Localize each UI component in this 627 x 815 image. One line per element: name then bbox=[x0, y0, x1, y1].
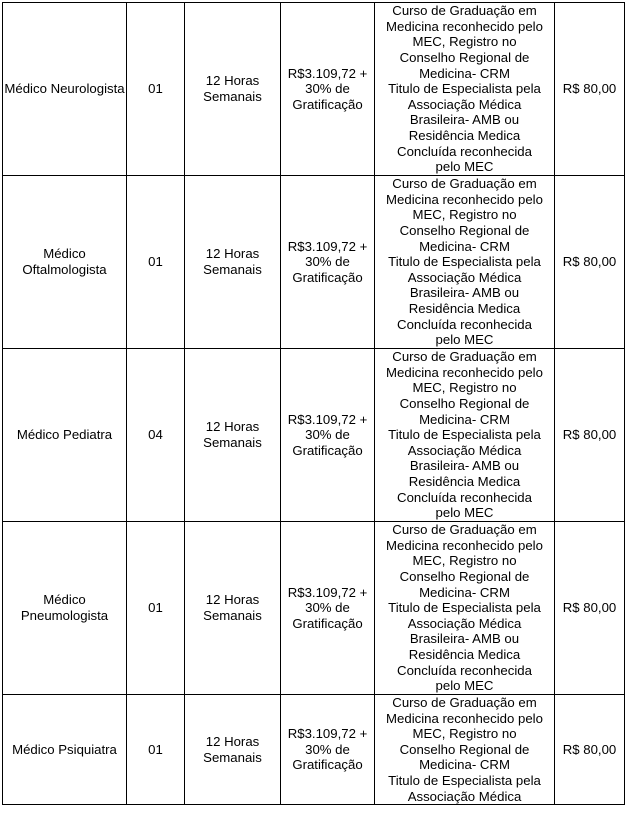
requisitos-line: Titulo de Especialista pela bbox=[388, 81, 541, 97]
table-row bbox=[3, 176, 625, 349]
taxa-inscricao-cell: R$ 80,00 bbox=[555, 3, 625, 176]
requisitos-line: Medicina- CRM bbox=[419, 584, 510, 600]
requisitos-cell bbox=[375, 522, 555, 695]
requisitos-line: pelo MEC bbox=[435, 159, 494, 175]
vencimento-cell: R$3.109,72 + 30% de Gratificação bbox=[281, 349, 375, 522]
requisitos-line: Concluída reconhecida bbox=[397, 143, 532, 159]
taxa-inscricao-cell: R$ 80,00 bbox=[555, 349, 625, 522]
carga-horaria-cell: 12 Horas Semanais bbox=[185, 176, 281, 349]
vencimento-cell: R$3.109,72 + 30% de Gratificação bbox=[281, 695, 375, 805]
requisitos-line: MEC, Registro no bbox=[412, 207, 517, 223]
vagas-cell: 04 bbox=[127, 349, 185, 522]
vagas-cell: 01 bbox=[127, 3, 185, 176]
cargo-cell: Médico Pediatra bbox=[3, 349, 127, 522]
vagas-cell: 01 bbox=[127, 176, 185, 349]
requisitos-line: Brasileira- AMB ou bbox=[409, 112, 520, 128]
requisitos-line: Residência Medica bbox=[408, 300, 521, 316]
positions-table bbox=[2, 2, 625, 805]
requisitos-line: Conselho Regional de bbox=[399, 223, 530, 239]
requisitos-line: Residência Medica bbox=[408, 646, 521, 662]
requisitos-line: Concluída reconhecida bbox=[397, 662, 532, 678]
requisitos-line: Titulo de Especialista pela bbox=[388, 254, 541, 270]
requisitos-line: Medicina reconhecido pelo bbox=[386, 364, 543, 380]
requisitos-line: Conselho Regional de bbox=[399, 396, 530, 412]
cargo-cell: Médico Pneumologista bbox=[3, 522, 127, 695]
requisitos-line: Titulo de Especialista pela bbox=[388, 772, 541, 788]
requisitos-line: Curso de Graduação em bbox=[392, 349, 537, 365]
taxa-inscricao-cell: R$ 80,00 bbox=[555, 176, 625, 349]
requisitos-line: Concluída reconhecida bbox=[397, 489, 532, 505]
requisitos-line: Medicina reconhecido pelo bbox=[386, 710, 543, 726]
requisitos-line: Medicina- CRM bbox=[419, 757, 510, 773]
requisitos-line: MEC, Registro no bbox=[412, 726, 517, 742]
requisitos-cell bbox=[375, 176, 555, 349]
requisitos-line: Concluída reconhecida bbox=[397, 316, 532, 332]
requisitos-line: Residência Medica bbox=[408, 473, 521, 489]
requisitos-line: pelo MEC bbox=[435, 678, 494, 694]
requisitos-cell bbox=[375, 349, 555, 522]
table-row bbox=[3, 3, 625, 176]
carga-horaria-cell: 12 Horas Semanais bbox=[185, 695, 281, 805]
requisitos-line: Residência Medica bbox=[408, 127, 521, 143]
requisitos-line: Titulo de Especialista pela bbox=[388, 600, 541, 616]
requisitos-line: Medicina- CRM bbox=[419, 65, 510, 81]
requisitos-line: Associação Médica bbox=[407, 442, 522, 458]
requisitos-line: Brasileira- AMB ou bbox=[409, 631, 520, 647]
requisitos-line: Titulo de Especialista pela bbox=[388, 427, 541, 443]
carga-horaria-cell: 12 Horas Semanais bbox=[185, 3, 281, 176]
requisitos-line: Curso de Graduação em bbox=[392, 176, 537, 192]
requisitos-line: Associação Médica bbox=[407, 615, 522, 631]
requisitos-line: MEC, Registro no bbox=[412, 553, 517, 569]
vencimento-cell: R$3.109,72 + 30% de Gratificação bbox=[281, 3, 375, 176]
taxa-inscricao-cell: R$ 80,00 bbox=[555, 522, 625, 695]
requisitos-line: Medicina- CRM bbox=[419, 238, 510, 254]
requisitos-line: Conselho Regional de bbox=[399, 741, 530, 757]
vencimento-cell: R$3.109,72 + 30% de Gratificação bbox=[281, 176, 375, 349]
requisitos-line: Medicina reconhecido pelo bbox=[386, 18, 543, 34]
requisitos-line: MEC, Registro no bbox=[412, 34, 517, 50]
requisitos-line: Brasileira- AMB ou bbox=[409, 285, 520, 301]
vagas-cell: 01 bbox=[127, 522, 185, 695]
cargo-cell: Médico Neurologista bbox=[3, 3, 127, 176]
table-row bbox=[3, 349, 625, 522]
requisitos-line: pelo MEC bbox=[435, 332, 494, 348]
requisitos-line: Brasileira- AMB ou bbox=[409, 458, 520, 474]
requisitos-line: Conselho Regional de bbox=[399, 569, 530, 585]
cargo-cell: Médico Oftalmologista bbox=[3, 176, 127, 349]
requisitos-line: Curso de Graduação em bbox=[392, 3, 537, 19]
requisitos-cell bbox=[375, 695, 555, 805]
requisitos-line: Associação Médica bbox=[407, 269, 522, 285]
table-row bbox=[3, 695, 625, 805]
requisitos-line: Associação Médica bbox=[407, 96, 522, 112]
requisitos-line: Conselho Regional de bbox=[399, 50, 530, 66]
table-row bbox=[3, 522, 625, 695]
requisitos-line: Medicina reconhecido pelo bbox=[386, 537, 543, 553]
cargo-cell: Médico Psiquiatra bbox=[3, 695, 127, 805]
requisitos-cell bbox=[375, 3, 555, 176]
vagas-cell: 01 bbox=[127, 695, 185, 805]
taxa-inscricao-cell: R$ 80,00 bbox=[555, 695, 625, 805]
requisitos-line: Curso de Graduação em bbox=[392, 522, 537, 538]
requisitos-line: Associação Médica bbox=[407, 788, 522, 804]
requisitos-line: Curso de Graduação em bbox=[392, 695, 537, 710]
requisitos-line: MEC, Registro no bbox=[412, 380, 517, 396]
requisitos-line: Medicina reconhecido pelo bbox=[386, 191, 543, 207]
carga-horaria-cell: 12 Horas Semanais bbox=[185, 522, 281, 695]
requisitos-line: pelo MEC bbox=[435, 505, 494, 521]
vencimento-cell: R$3.109,72 + 30% de Gratificação bbox=[281, 522, 375, 695]
requisitos-line: Medicina- CRM bbox=[419, 411, 510, 427]
carga-horaria-cell: 12 Horas Semanais bbox=[185, 349, 281, 522]
